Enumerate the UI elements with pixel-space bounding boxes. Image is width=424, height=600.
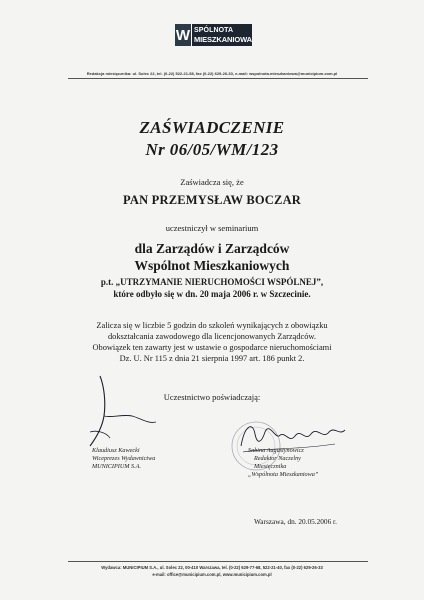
paragraph-line: dokształcania zawodowego dla licencjonowanych Zarządców. xyxy=(107,332,317,341)
right-signatory-publication: „Wspólnota Mieszkaniowa” xyxy=(248,471,319,478)
seminar-title-2: Wspólnot Mieszkaniowych xyxy=(134,258,290,273)
paragraph-line: Dz. U. Nr 115 z dnia 21 sierpnia 1997 art. 186 punkt 2. xyxy=(119,354,305,363)
left-signature xyxy=(60,372,170,452)
seminar-title-1: dla Zarządów i Zarządców xyxy=(134,241,290,256)
recipient-name: PAN PRZEMYSŁAW BOCZAR xyxy=(122,193,302,207)
certificate-number: Nr 06/05/WM/123 xyxy=(145,140,279,159)
logo-line-1: SPÓLNOTA xyxy=(194,27,234,34)
header-contact: Redakcja miesięcznika: ul. Solec 22, tel. (0-22) 522-21-58, fax (0-22) 629-26-33, e-mail: wspolnota.mieszkaniowa@municipium.com.pl xyxy=(86,71,338,76)
publisher-logo xyxy=(175,24,252,46)
logo-line-2: MIESZKANIOWA xyxy=(194,35,252,44)
right-signatory xyxy=(248,447,318,479)
place-date: Warszawa, dn. 20.05.2006 r. xyxy=(254,517,337,526)
seminar-date-location: które odbyło się w dn. 20 maja 2006 r. w Szczecinie. xyxy=(113,289,311,299)
seminar-topic: p.t. „UTRZYMANIE NIERUCHOMOŚCI WSPÓLNEJ”, xyxy=(100,277,324,287)
paragraph-line: Obowiązek ten zawarty jest w ustawie o gospodarce nieruchomościami xyxy=(92,343,332,352)
right-signatory-role-2: Miesięcznika xyxy=(254,463,287,470)
certifies-text: Zaświadcza się, że xyxy=(180,177,244,187)
left-signatory-company: MUNICIPIUM S.A. xyxy=(92,463,141,470)
footer-divider xyxy=(68,561,368,562)
right-signatory-role: Redaktor Naczelny xyxy=(254,455,301,462)
left-signatory-name: Klaudiusz Kawecki xyxy=(92,447,140,454)
footer-publisher: Wydawca: MUNICIPIUM S.A., ul. Solec 22, 00-410 Warszawa, tel. (0-22) 629-77-68, 522-21-40, fax (0-22) 629-26-33 xyxy=(101,565,323,570)
left-signatory xyxy=(92,447,155,471)
left-signatory-role: Wiceprezes Wydawnictwa xyxy=(92,455,156,462)
paragraph-line: Zalicza się w liczbie 5 godzin do szkoleń wynikających z obowiązku xyxy=(96,321,328,330)
footer-contact: e-mail: office@municipium.com.pl, www.municipium.com.pl xyxy=(152,572,272,577)
confirmation-text: Uczestnictwo poświadczają: xyxy=(163,392,261,402)
hours-paragraph xyxy=(0,320,424,364)
header-divider xyxy=(68,78,368,79)
certificate-title: ZAŚWIADCZENIE xyxy=(139,118,285,137)
logo-mark: W xyxy=(175,24,192,46)
participation-text: uczestniczył w seminarium xyxy=(165,223,259,233)
logo-text xyxy=(192,26,252,44)
right-signatory-name: Sabina Augustynowicz xyxy=(248,447,304,454)
